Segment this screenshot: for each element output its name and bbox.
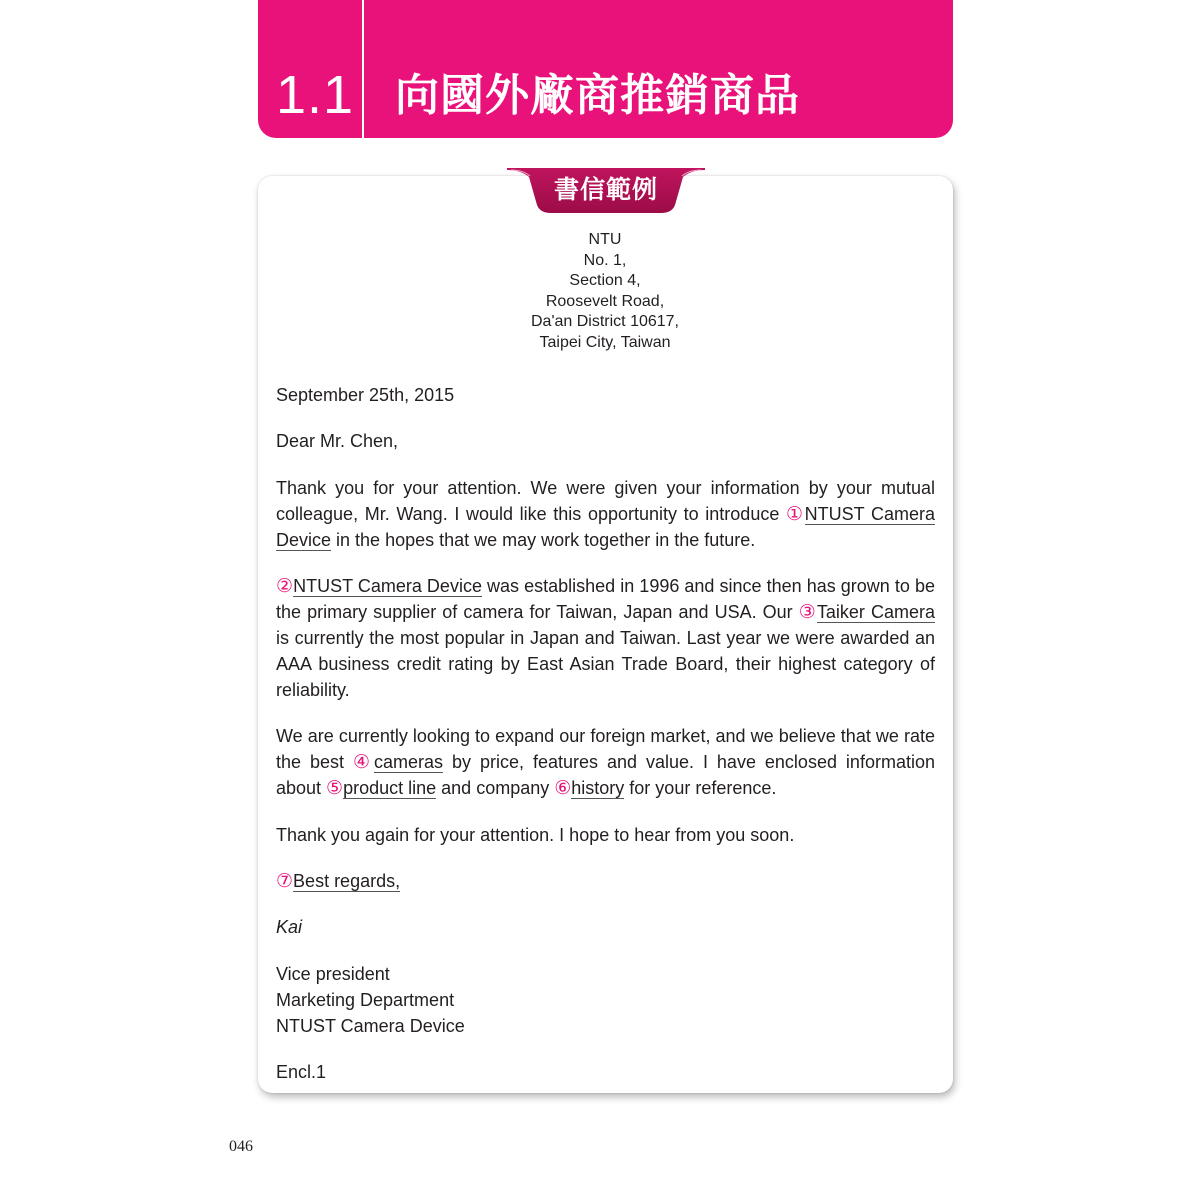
text-run: in the hopes that we may work together in the future.: [331, 530, 756, 550]
signature-department: Marketing Department: [276, 990, 455, 1010]
text-run: by price, features and value. I have enclosed information about: [276, 752, 935, 798]
marker-6-icon: ⑥: [554, 777, 572, 799]
letter-date: September 25th, 2015: [276, 385, 455, 405]
keyword-5: product line: [343, 778, 437, 798]
marker-2-icon: ②: [276, 575, 294, 597]
text-run: We are currently looking to expand our foreign market, and we believe that we rate the best: [276, 726, 935, 772]
signature-block: [276, 961, 465, 1039]
signature: Kai: [276, 917, 303, 937]
keyword-2: NTUST Camera Device: [293, 576, 482, 596]
body-paragraph-1: [276, 475, 935, 553]
text-run: is currently the most popular in Japan and Taiwan. Last year we were awarded an AAA business credit rating by East Asian Trade Board, their highest category of reliability.: [276, 628, 935, 700]
marker-4-icon: ④: [352, 751, 374, 773]
address-line: Roosevelt Road,: [545, 292, 665, 310]
page-number: 046: [229, 1138, 253, 1155]
sample-letter-tab: [507, 167, 705, 215]
address-line: Da'an District 10617,: [530, 313, 679, 330]
closing: [276, 868, 400, 894]
text-run: Thank you for your attention. We were given your information by your mutual colleague, Mr. Wang. I would like this opportunity to introduce: [276, 478, 935, 524]
enclosure-note: Encl.1: [276, 1062, 327, 1082]
section-title: 向國外廠商推銷商品: [395, 70, 800, 121]
marker-3-icon: ③: [798, 601, 817, 623]
text-run: and company: [436, 778, 555, 798]
signature-title: Vice president: [276, 964, 390, 984]
tab-label: 書信範例: [553, 175, 658, 204]
address-line: No. 1,: [583, 251, 627, 269]
text-run: was established in 1996 and since then has grown to be the primary supplier of camera for Taiwan, Japan and USA. Our: [276, 576, 935, 622]
keyword-6: history: [571, 778, 625, 798]
marker-7-icon: ⑦: [276, 870, 294, 892]
salutation: Dear Mr. Chen,: [276, 431, 399, 451]
body-paragraph-3: [276, 723, 935, 801]
keyword-4: cameras: [373, 752, 444, 772]
address-line: NTU: [588, 231, 622, 248]
body-paragraph-2: [276, 573, 935, 703]
signature-company: NTUST Camera Device: [276, 1016, 465, 1036]
body-paragraph-4: Thank you again for your attention. I hope to hear from you soon.: [276, 825, 795, 845]
keyword-7: Best regards,: [293, 871, 401, 891]
marker-5-icon: ⑤: [326, 777, 344, 799]
address-line: Section 4,: [569, 272, 641, 289]
sender-address: [500, 230, 710, 353]
address-line: Taipei City, Taiwan: [539, 333, 671, 351]
section-number: 1.1: [276, 65, 355, 125]
text-run: for your reference.: [624, 778, 777, 798]
keyword-3: Taiker Camera: [816, 602, 935, 622]
marker-1-icon: ①: [785, 503, 805, 525]
header-divider: [362, 0, 364, 138]
keyword-1: NTUST Camera Device: [276, 504, 935, 550]
